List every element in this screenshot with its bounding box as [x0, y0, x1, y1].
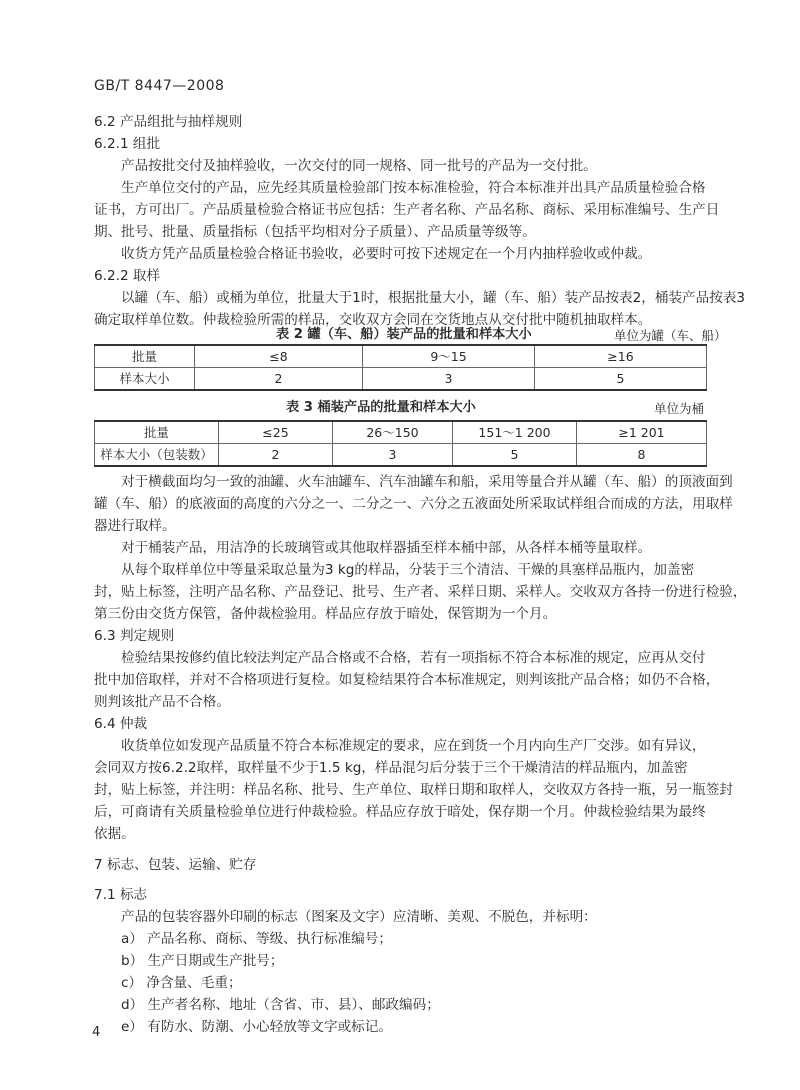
table-cell: ≤25 [219, 421, 333, 444]
paragraph-line: 罐（车、船）的底液面的高度的六分之一、二分之一、六分之五液面处所采取试样组合而成的方法，用取样 [94, 496, 733, 512]
list-item: e） 有防水、防潮、小心轻放等文字或标记。 [121, 1019, 392, 1035]
paragraph-line: 依据。 [94, 826, 135, 842]
paragraph-line: 产品的包装容器外印刷的标志（图案及文字）应清晰、美观、不脱色，并标明： [121, 909, 597, 925]
table-cell: 9～15 [363, 345, 535, 368]
paragraph-line: 第三份由交货方保管，备仲裁检验用。样品应存放于暗处，保管期为一个月。 [94, 606, 557, 622]
table-row [95, 421, 707, 444]
table-cell: 3 [333, 444, 453, 467]
subsection-heading: 7.1 标志 [94, 887, 148, 903]
table-row [95, 368, 707, 391]
table-cell: ≤8 [195, 345, 363, 368]
table-cell: 2 [195, 368, 363, 391]
table-cell: 批量 [95, 345, 195, 368]
paragraph-line: 收货方凭产品质量检验合格证书验收，必要时可按下述规定在一个月内抽样验收或仲裁。 [121, 246, 652, 262]
paragraph-line: 生产单位交付的产品，应先经其质量检验部门按本标准检验，符合本标准并出具产品质量检验合格 [121, 180, 706, 196]
table-caption: 表 3 桶装产品的批量和样本大小 [286, 400, 476, 415]
paragraph-line: 器进行取样。 [94, 518, 176, 534]
section-heading: 6.2 产品组批与抽样规则 [94, 114, 243, 130]
table-cell: 3 [363, 368, 535, 391]
table-row [95, 444, 707, 467]
paragraph-line: 确定取样单位数。仲裁检验所需的样品，交收双方会同在交货地点从交付批中随机抽取样本。 [94, 312, 652, 328]
table-cell: 26～150 [333, 421, 453, 444]
paragraph-line: 封，贴上标签，并注明：样品名称、批号、生产单位、取样日期和取样人，交收双方各持一瓶，另一瓶签封 [94, 782, 733, 798]
subsection-heading: 6.2.1 组批 [94, 136, 161, 152]
subsection-heading: 6.3 判定规则 [94, 628, 175, 644]
table-2 [94, 344, 707, 391]
section-heading: 7 标志、包装、运输、贮存 [94, 857, 257, 873]
paragraph-line: 产品按批交付及抽样验收，一次交付的同一规格、同一批号的产品为一交付批。 [121, 158, 597, 174]
table-caption: 表 2 罐（车、船）装产品的批量和样本大小 [276, 327, 532, 342]
table-cell: 样本大小 [95, 368, 195, 391]
table-cell: 5 [535, 368, 707, 391]
table-unit: 单位为桶 [654, 401, 705, 416]
table-3 [94, 420, 707, 467]
paragraph-line: 后，可商请有关质量检验单位进行仲裁检验。样品应存放于暗处，保存期一个月。仲裁检验结果为最终 [94, 804, 706, 820]
table-cell: 8 [577, 444, 707, 467]
table-cell: ≥16 [535, 345, 707, 368]
paragraph-line: 则判该批产品不合格。 [94, 694, 230, 710]
paragraph-line: 对于桶装产品，用洁净的长玻璃管或其他取样器插至样本桶中部，从各样本桶等量取样。 [121, 540, 652, 556]
table-cell: 样本大小（包装数） [95, 444, 219, 467]
paragraph-line: 收货单位如发现产品质量不符合本标准规定的要求，应在到货一个月内向生产厂交涉。如有异议， [121, 738, 706, 754]
subsection-heading: 6.2.2 取样 [94, 268, 161, 284]
table-row [95, 345, 707, 368]
paragraph-line: 以罐（车、船）或桶为单位，批量大于1时，根据批量大小，罐（车、船）装产品按表2，桶装产品按表3 [121, 290, 746, 306]
table-cell: ≥1 201 [577, 421, 707, 444]
paragraph-line: 封，贴上标签，注明产品名称、产品登记、批号、生产者、采样日期、采样人。交收双方各持一份进行检验， [94, 584, 747, 600]
table-cell: 批量 [95, 421, 219, 444]
list-item: b） 生产日期或生产批号； [121, 953, 284, 969]
list-item: a） 产品名称、商标、等级、执行标准编号； [121, 931, 392, 947]
paragraph-line: 对于横截面均匀一致的油罐、火车油罐车、汽车油罐车和船，采用等量合并从罐（车、船）的顶液面到 [121, 474, 733, 490]
paragraph-line: 期、批号、批量、质量指标（包括平均相对分子质量）、产品质量等级等。 [94, 224, 536, 240]
table-cell: 151～1 200 [453, 421, 577, 444]
subsection-heading: 6.4 仲裁 [94, 716, 148, 732]
paragraph-line: 会同双方按6.2.2取样，取样量不少于1.5 kg，样品混匀后分装于三个干燥清洁的样品瓶内，加盖密 [94, 760, 688, 776]
table-cell: 2 [219, 444, 333, 467]
table-cell: 5 [453, 444, 577, 467]
table-unit: 单位为罐（车、船） [614, 328, 727, 343]
list-item: d） 生产者名称、地址（含省、市、县）、邮政编码； [121, 997, 440, 1013]
paragraph-line: 检验结果按修约值比较法判定产品合格或不合格，若有一项指标不符合本标准的规定，应再从交付 [121, 650, 706, 666]
paragraph-line: 证书，方可出厂。产品质量检验合格证书应包括：生产者名称、产品名称、商标、采用标准编号、生产日 [94, 202, 720, 218]
paragraph-line: 从每个取样单位中等量采取总量为3 kg的样品，分装于三个清洁、干燥的具塞样品瓶内，加盖密 [121, 562, 695, 578]
list-item: c） 净含量、毛重； [121, 975, 242, 991]
page-number: 4 [92, 1025, 101, 1040]
standard-code: GB/T 8447—2008 [94, 78, 225, 94]
paragraph-line: 批中加倍取样，并对不合格项进行复检。如复检结果符合本标准规定，则判该批产品合格；如仍不合格， [94, 672, 720, 688]
